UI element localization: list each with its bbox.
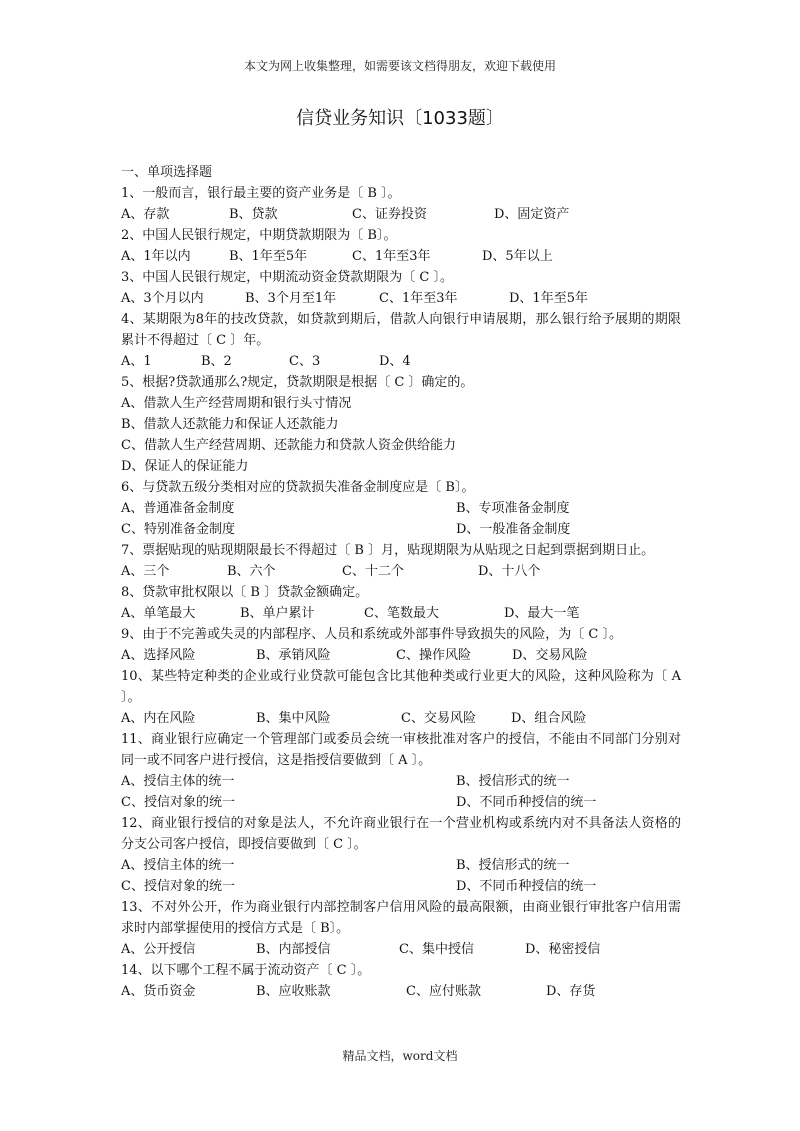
option-row [121,603,681,624]
option-row [121,204,681,225]
option: D、5年以上 [482,249,553,264]
document-body [121,162,681,1002]
option: A、普通准备金制度 [121,501,235,516]
option: D、交易风险 [512,648,588,663]
option: A、3个月以内 [121,291,204,306]
option: B、2 [201,354,232,369]
option: C、证券投资 [352,207,427,222]
question-text: 13、不对外公开，作为商业银行内部控制客户信用风险的最高限额，由商业银行审批客户信用需求时内部掌握使用的授信方式是〔 B〕。 [121,900,681,936]
question-text: 2、中国人民银行规定，中期贷款期限为〔 B〕。 [121,228,397,243]
option: B、承销风险 [256,648,331,663]
option: A、存款 [121,207,170,222]
option: A、授信主体的统一 [121,774,235,789]
option: B、授信形式的统一 [456,858,570,873]
question-text: 12、商业银行授信的对象是法人，不允许商业银行在一个营业机构或系统内对不具备法人资格的分支公司客户授信，即授信要做到〔 C 〕。 [121,816,681,852]
question-text: 14、以下哪个工程不属于流动资产〔 C 〕。 [121,963,371,978]
question-text: 10、某些特定种类的企业或行业贷款可能包含比其他种类或行业更大的风险，这种风险称为〔 A 〕。 [121,669,681,705]
option-row [121,939,681,960]
option: C、1年至3年 [379,291,458,306]
option: A、内在风险 [121,711,196,726]
option: C、借款人生产经营周期、还款能力和贷款人资金供给能力 [121,438,456,453]
option: B、授信形式的统一 [456,774,570,789]
option-row [121,498,681,519]
question-text: 1、一般而言，银行最主要的资产业务是〔 B 〕。 [121,186,401,201]
option: A、公开授信 [121,942,196,957]
option-row [121,708,681,729]
option: A、选择风险 [121,648,196,663]
option: A、三个 [121,564,170,579]
option: D、一般准备金制度 [456,522,571,537]
option: B、借款人还款能力和保证人还款能力 [121,417,339,432]
option: B、专项准备金制度 [456,501,570,516]
question-text: 11、商业银行应确定一个管理部门或委员会统一审核批准对客户的授信，不能由不同部门分别对同一或不同客户进行授信，这是指授信要做到〔 A 〕。 [121,732,681,768]
option-row [121,792,681,813]
option: C、集中授信 [399,942,474,957]
option: A、1 [121,354,152,369]
option: D、秘密授信 [525,942,601,957]
option: A、货币资金 [121,984,196,999]
option: A、1年以内 [121,249,191,264]
option: B、内部授信 [256,942,331,957]
option: D、存货 [546,984,596,999]
option: B、1年至5年 [229,249,308,264]
option: C、交易风险 [401,711,476,726]
question-text: 8、贷款审批权限以〔 B 〕贷款金额确定。 [121,585,369,600]
option-row [121,288,681,309]
option: D、4 [379,354,411,369]
option-row [121,561,681,582]
option: D、不同币种授信的统一 [456,795,597,810]
option: B、六个 [227,564,276,579]
option: D、组合风险 [511,711,587,726]
section-heading: 一、单项选择题 [121,165,213,180]
option: D、1年至5年 [509,291,588,306]
option-row [121,519,681,540]
option: C、应付账款 [406,984,481,999]
option-row [121,981,681,1002]
option: C、授信对象的统一 [121,879,235,894]
option: B、单户累计 [240,606,315,621]
option: C、笔数最大 [364,606,439,621]
option: A、借款人生产经营周期和银行头寸情况 [121,396,352,411]
question-text: 7、票据贴现的贴现期限最长不得超过〔 B 〕月，贴现期限为从贴现之日起到票据到期日止。 [121,543,655,558]
question-text: 3、中国人民银行规定，中期流动资金贷款期限为〔 C 〕。 [121,270,453,285]
option: B、3个月至1年 [245,291,337,306]
question-text: 9、由于不完善或失灵的内部程序、人员和系统或外部事件导致损失的风险，为〔 C 〕。 [121,627,622,642]
option: C、十二个 [342,564,404,579]
option-row [121,246,681,267]
option: C、3 [289,354,321,369]
option: B、贷款 [229,207,278,222]
option: D、最大一笔 [504,606,580,621]
option: D、不同币种授信的统一 [456,879,597,894]
option: C、1年至3年 [352,249,431,264]
question-text: 6、与贷款五级分类相对应的贷款损失准备金制度应是〔 B〕。 [121,480,475,495]
document-title: 信贷业务知识〔1033题〕 [296,108,504,129]
footer-note: 精品文档，word文档 [342,1049,458,1063]
option-row [121,771,681,792]
option: D、保证人的保证能力 [121,459,249,474]
question-text: 5、根据?贷款通那么?规定，贷款期限是根据〔 C 〕确定的。 [121,375,474,390]
option: A、单笔最大 [121,606,196,621]
option: C、特别准备金制度 [121,522,235,537]
question-text: 4、某期限为8年的技改贷款，如贷款到期后，借款人向银行申请展期，那么银行给予展期的期限累计不得超过〔 C 〕年。 [121,312,681,348]
option-row [121,645,681,666]
option-row [121,855,681,876]
option: C、操作风险 [396,648,471,663]
header-note: 本文为网上收集整理，如需要该文档得朋友，欢迎下载使用 [243,59,556,73]
option: B、集中风险 [256,711,331,726]
option: B、应收账款 [256,984,331,999]
option: A、授信主体的统一 [121,858,235,873]
option: D、固定资产 [494,207,570,222]
option-row [121,351,681,372]
option: C、授信对象的统一 [121,795,235,810]
option-row [121,876,681,897]
option: D、十八个 [478,564,541,579]
